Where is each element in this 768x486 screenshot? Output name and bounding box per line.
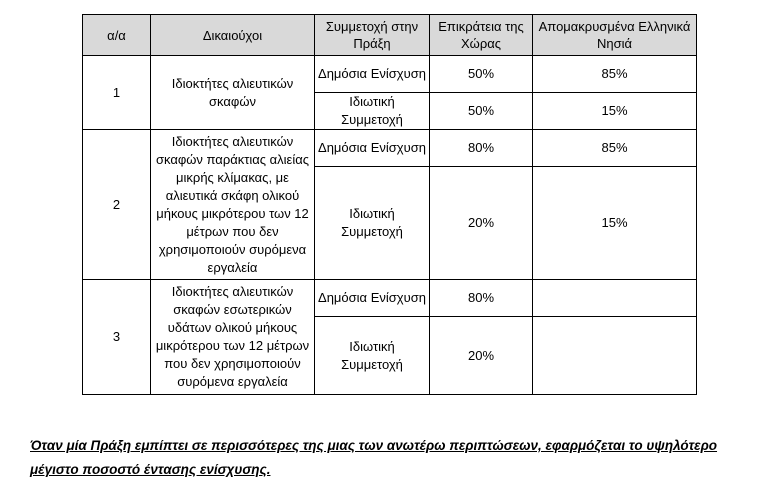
- country-rate-cell: 50%: [430, 56, 533, 93]
- header-number: α/α: [83, 15, 151, 56]
- country-rate-cell: 50%: [430, 93, 533, 130]
- beneficiaries-cell: Ιδιοκτήτες αλιευτικών σκαφών: [151, 56, 315, 130]
- table-row: [83, 130, 697, 167]
- participation-cell: Ιδιωτική Συμμετοχή: [315, 93, 430, 130]
- participation-cell: Δημόσια Ενίσχυση: [315, 56, 430, 93]
- table-row: [83, 56, 697, 93]
- table-header-row: [83, 15, 697, 56]
- header-participation: Συμμετοχή στην Πράξη: [315, 15, 430, 56]
- islands-rate-cell: 15%: [533, 167, 697, 280]
- country-rate-cell: 20%: [430, 317, 533, 395]
- row-number: 3: [83, 280, 151, 395]
- islands-rate-cell: [533, 280, 697, 317]
- beneficiaries-cell: Ιδιοκτήτες αλιευτικών σκαφών παράκτιας αλιείας μικρής κλίμακας, με αλιευτικά σκάφη ολικού μήκους μικρότερου των 12 μέτρων που δεν χρησιμοποιούν συρόμενα εργαλεία: [151, 130, 315, 280]
- header-beneficiaries: Δικαιούχοι: [151, 15, 315, 56]
- row-number: 2: [83, 130, 151, 280]
- header-country-territory: Επικράτεια της Χώρας: [430, 15, 533, 56]
- country-rate-cell: 80%: [430, 280, 533, 317]
- header-remote-islands: Απομακρυσμένα Ελληνικά Νησιά: [533, 15, 697, 56]
- country-rate-cell: 80%: [430, 130, 533, 167]
- islands-rate-cell: 85%: [533, 130, 697, 167]
- participation-cell: Ιδιωτική Συμμετοχή: [315, 167, 430, 280]
- participation-cell: Δημόσια Ενίσχυση: [315, 130, 430, 167]
- funding-rates-table: [82, 14, 697, 395]
- footer-note: Όταν μία Πράξη εμπίπτει σε περισσότερες της μιας των ανωτέρω περιπτώσεων, εφαρμόζεται το υψηλότερο μέγιστο ποσοστό έντασης ενίσχυσης.: [30, 438, 718, 477]
- beneficiaries-cell: Ιδιοκτήτες αλιευτικών σκαφών εσωτερικών υδάτων ολικού μήκους μικρότερου των 12 μέτρων που δεν χρησιμοποιούν συρόμενα εργαλεία: [151, 280, 315, 395]
- country-rate-cell: 20%: [430, 167, 533, 280]
- participation-cell: Δημόσια Ενίσχυση: [315, 280, 430, 317]
- row-number: 1: [83, 56, 151, 130]
- islands-rate-cell: [533, 317, 697, 395]
- islands-rate-cell: 85%: [533, 56, 697, 93]
- table-row: [83, 280, 697, 317]
- participation-cell: Ιδιωτική Συμμετοχή: [315, 317, 430, 395]
- islands-rate-cell: 15%: [533, 93, 697, 130]
